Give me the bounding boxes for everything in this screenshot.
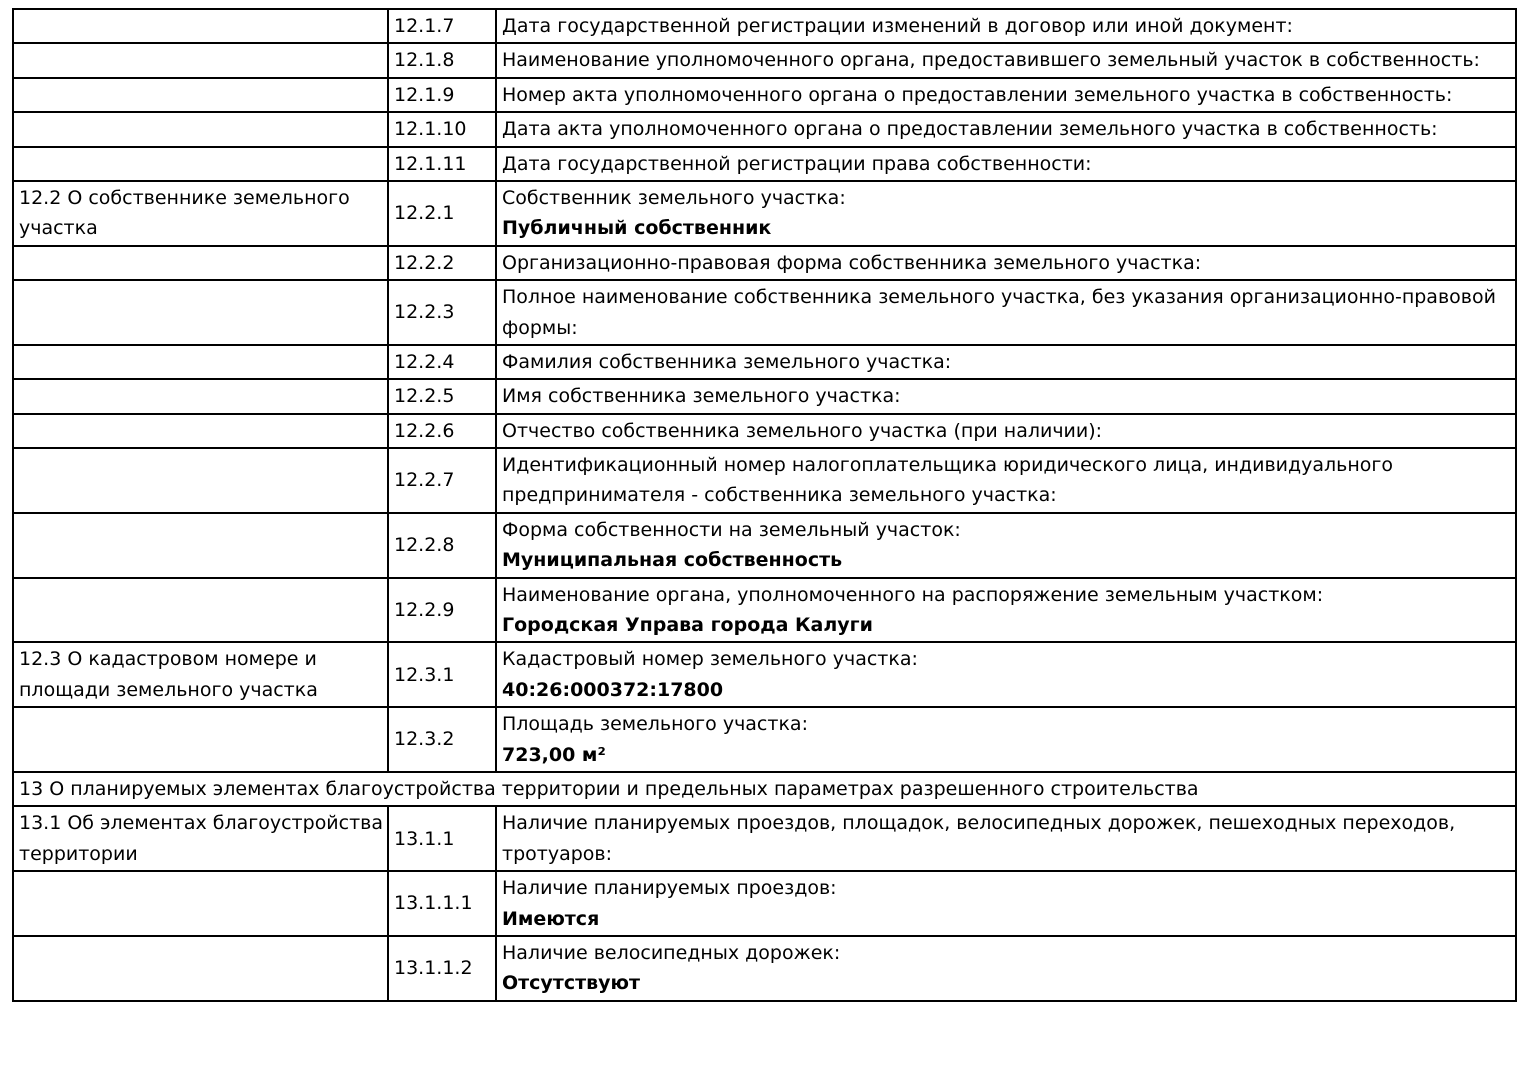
section-title-cell xyxy=(13,578,388,643)
item-content-cell xyxy=(496,112,1516,146)
item-code-cell xyxy=(388,379,496,413)
section-title-cell xyxy=(13,181,388,246)
item-content-cell xyxy=(496,448,1516,513)
item-code: 13.1.1 xyxy=(394,827,455,850)
item-code: 13.1.1.1 xyxy=(394,892,473,915)
table-row xyxy=(13,642,1516,707)
item-code-cell xyxy=(388,345,496,379)
item-label: Наименование органа, уполномоченного на распоряжение земельным участком: xyxy=(502,583,1324,606)
table-row xyxy=(13,936,1516,1001)
item-content-cell xyxy=(496,43,1516,77)
declaration-table-body xyxy=(13,9,1516,1001)
item-content-cell xyxy=(496,936,1516,1001)
item-code: 12.2.5 xyxy=(394,385,455,408)
table-row xyxy=(13,246,1516,280)
section-title-cell xyxy=(13,345,388,379)
table-row xyxy=(13,9,1516,43)
item-content-cell xyxy=(496,707,1516,772)
item-code: 12.2.6 xyxy=(394,419,455,442)
section-title-cell xyxy=(13,936,388,1001)
project-declaration-table xyxy=(12,8,1517,1002)
item-code: 12.2.8 xyxy=(394,534,455,557)
item-code-cell xyxy=(388,642,496,707)
item-label: Дата государственной регистрации изменений в договор или иной документ: xyxy=(502,15,1293,37)
item-code: 12.3.1 xyxy=(394,663,455,686)
item-code-cell xyxy=(388,280,496,345)
item-content-cell xyxy=(496,9,1516,43)
item-code: 12.3.2 xyxy=(394,728,455,751)
item-label: Полное наименование собственника земельного участка, без указания организационно-правовой формы: xyxy=(502,286,1496,339)
table-row xyxy=(13,379,1516,413)
item-label: Дата акта уполномоченного органа о предоставлении земельного участка в собственность: xyxy=(502,118,1438,141)
table-row xyxy=(13,43,1516,77)
item-code: 12.2.4 xyxy=(394,350,455,373)
item-code: 12.1.8 xyxy=(394,49,455,72)
item-code-cell xyxy=(388,112,496,146)
item-code: 12.2.2 xyxy=(394,251,455,274)
item-code-cell xyxy=(388,147,496,181)
section-title-cell xyxy=(13,707,388,772)
item-code: 12.2.7 xyxy=(394,469,455,492)
item-code: 12.2.3 xyxy=(394,301,455,324)
section-title-cell xyxy=(13,9,388,43)
item-content-cell xyxy=(496,78,1516,112)
section-title-cell xyxy=(13,379,388,413)
table-row xyxy=(13,78,1516,112)
item-value: Городская Управа города Калуги xyxy=(502,614,873,637)
item-label: Номер акта уполномоченного органа о предоставлении земельного участка в собственность: xyxy=(502,83,1453,106)
section-title-cell xyxy=(13,280,388,345)
item-label: Имя собственника земельного участка: xyxy=(502,385,901,408)
item-value: 40:26:000372:17800 xyxy=(502,678,724,701)
section-header-cell xyxy=(13,772,1516,806)
item-label: Идентификационный номер налогоплательщика юридического лица, индивидуального предпринимателя - собственника земельного участка: xyxy=(502,454,1394,507)
item-code-cell xyxy=(388,9,496,43)
item-content-cell xyxy=(496,379,1516,413)
item-value: 723,00 м² xyxy=(502,743,606,766)
section-title-cell xyxy=(13,871,388,936)
section-title-cell xyxy=(13,147,388,181)
table-row xyxy=(13,448,1516,513)
item-label: Площадь земельного участка: xyxy=(502,713,808,736)
item-label: Фамилия собственника земельного участка: xyxy=(502,350,952,373)
section-title-cell xyxy=(13,513,388,578)
section-title-cell xyxy=(13,448,388,513)
section-title-cell xyxy=(13,246,388,280)
section-title-cell xyxy=(13,642,388,707)
item-code: 12.1.7 xyxy=(394,15,455,37)
item-content-cell xyxy=(496,578,1516,643)
table-row xyxy=(13,806,1516,871)
item-content-cell xyxy=(496,642,1516,707)
table-row xyxy=(13,414,1516,448)
item-code-cell xyxy=(388,578,496,643)
table-row xyxy=(13,147,1516,181)
section-title-cell xyxy=(13,806,388,871)
section-title-cell xyxy=(13,112,388,146)
table-row xyxy=(13,578,1516,643)
table-row xyxy=(13,513,1516,578)
table-row xyxy=(13,871,1516,936)
item-label: Наличие планируемых проездов: xyxy=(502,877,837,900)
item-label: Наименование уполномоченного органа, предоставившего земельный участок в собственность: xyxy=(502,49,1480,72)
item-code-cell xyxy=(388,78,496,112)
item-label: Наличие велосипедных дорожек: xyxy=(502,941,841,964)
item-code: 12.1.10 xyxy=(394,118,467,141)
section-title-cell xyxy=(13,414,388,448)
section-title: 12.3 О кадастровом номере и площади земельного участка xyxy=(19,648,318,701)
item-code-cell xyxy=(388,414,496,448)
section-title-cell xyxy=(13,78,388,112)
item-label: Форма собственности на земельный участок: xyxy=(502,518,961,541)
item-content-cell xyxy=(496,345,1516,379)
table-row xyxy=(13,112,1516,146)
item-value: Имеются xyxy=(502,907,600,930)
item-content-cell xyxy=(496,414,1516,448)
item-code-cell xyxy=(388,43,496,77)
item-content-cell xyxy=(496,246,1516,280)
item-code: 12.1.9 xyxy=(394,83,455,106)
table-row xyxy=(13,280,1516,345)
item-label: Собственник земельного участка: xyxy=(502,186,846,209)
item-label: Дата государственной регистрации права собственности: xyxy=(502,152,1092,175)
item-content-cell xyxy=(496,806,1516,871)
item-code-cell xyxy=(388,707,496,772)
item-code: 12.2.1 xyxy=(394,202,455,225)
section-title-cell xyxy=(13,43,388,77)
item-code-cell xyxy=(388,246,496,280)
item-code-cell xyxy=(388,806,496,871)
item-content-cell xyxy=(496,147,1516,181)
item-code: 12.1.11 xyxy=(394,152,467,175)
section-header-row xyxy=(13,772,1516,806)
table-row xyxy=(13,181,1516,246)
section-title: 12.2 О собственнике земельного участка xyxy=(19,186,350,240)
item-code-cell xyxy=(388,448,496,513)
item-content-cell xyxy=(496,871,1516,936)
item-code: 13.1.1.2 xyxy=(394,957,473,980)
item-label: Организационно-правовая форма собственника земельного участка: xyxy=(502,251,1202,274)
item-content-cell xyxy=(496,280,1516,345)
item-value: Муниципальная собственность xyxy=(502,549,843,572)
item-code-cell xyxy=(388,181,496,246)
section-header-title: 13 О планируемых элементах благоустройства территории и предельных параметрах разрешенного строительства xyxy=(19,777,1199,800)
item-content-cell xyxy=(496,513,1516,578)
table-row xyxy=(13,345,1516,379)
item-code: 12.2.9 xyxy=(394,598,455,621)
table-row xyxy=(13,707,1516,772)
item-label: Наличие планируемых проездов, площадок, велосипедных дорожек, пешеходных переходов, тротуаров: xyxy=(502,812,1456,865)
item-label: Отчество собственника земельного участка (при наличии): xyxy=(502,419,1103,442)
item-code-cell xyxy=(388,513,496,578)
item-content-cell xyxy=(496,181,1516,246)
item-code-cell xyxy=(388,936,496,1001)
item-value: Отсутствуют xyxy=(502,972,640,995)
item-label: Кадастровый номер земельного участка: xyxy=(502,648,918,671)
item-value: Публичный собственник xyxy=(502,217,772,240)
section-title: 13.1 Об элементах благоустройства территории xyxy=(19,812,384,865)
item-code-cell xyxy=(388,871,496,936)
